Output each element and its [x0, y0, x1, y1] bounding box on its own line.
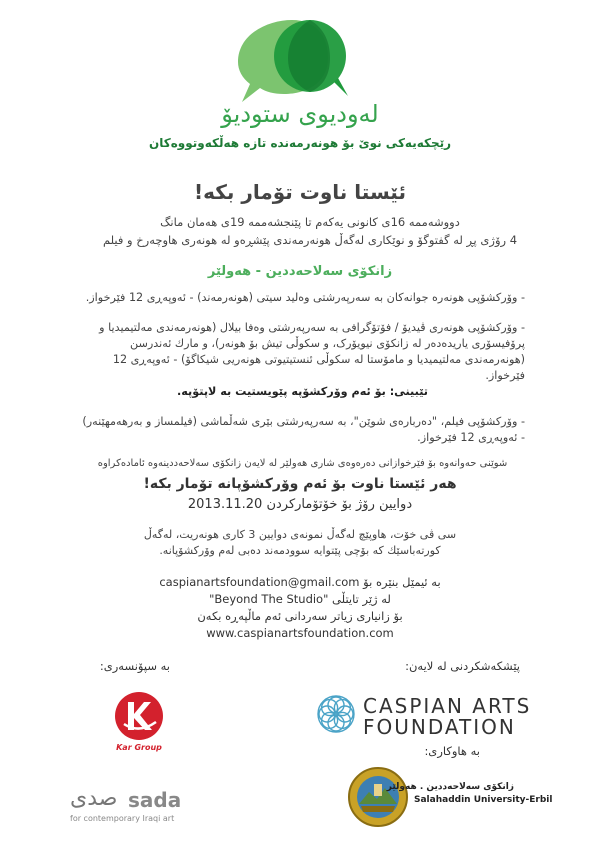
- contact-subject-line: لە ژێر تایتڵی "Beyond The Studio": [209, 592, 391, 606]
- caspian-name-line-1: CASPIAN ARTS: [363, 694, 532, 718]
- venue-label: زانکۆی سەلاحەددین - هەولێر: [207, 264, 393, 279]
- university-name-english: Salahaddin University-Erbil: [414, 795, 553, 805]
- laptop-note: تێبینی: بۆ ئەم وۆرکشۆپە پێویستیت بە لاپتۆپە.: [177, 385, 428, 398]
- sada-tagline: for contemporary Iraqi art: [70, 814, 175, 823]
- brand-title: لەودیوی ستودیۆ: [221, 100, 379, 128]
- contact-website-line[interactable]: بۆ زانیاری زیاتر سەردانی ئەم ماڵپەڕە بکەن www.caspianartsfoundation.com: [197, 609, 403, 640]
- workshop-video-photo: - وۆرکشۆپی هونەری ڤیدیۆ / فۆتۆگرافی بە سەرپەرشتی وەفا بیلال (هونەرمەندی مەلتیمیدیا و پرۆفیسۆری یاریدەدەر لە زانکۆی نیویۆرک، و سکوڵی تیش بۆ هونەر)، و مارك ئەندرسن (هونەرمەندی مەلتیمیدیا و مامۆستا لە سکوڵی ئنستیتیوتی هونەریی شیکاگۆ) - ئەوپەڕی 12 فێرخواز.: [99, 321, 525, 382]
- partnership-label: بە هاوکاری:: [424, 744, 480, 758]
- workshop-film: - وۆرکشۆپی فیلم، "دەربارەی شوێن"، بە سەرپەرشتی بێری شەڵماشی (فیلمساز و بەرهەمهێنەر) - ئەوپەڕی 12 فێرخواز.: [82, 415, 525, 444]
- workshop-fine-arts: - وۆرکشۆپی هونەرە جوانەکان بە سەرپەرشتی وەلید سیتی (هونەرمەند) - ئەوپەڕی 12 فێرخواز.: [85, 291, 525, 304]
- intro-line-description: 4 رۆژی پڕ لە گفتوگۆ و نوێکاری لەگەڵ هونەرمەندی پێشڕەو لە هونەری هاوچەرخ و فیلم: [102, 233, 518, 247]
- caspian-arts-logo: [316, 694, 546, 739]
- requirements-line-1: سی ڤی خۆت، هاوپێچ لەگەڵ نمونەی دوایین 3 کاری هونەریت، لەگەڵ: [143, 528, 457, 541]
- registration-deadline: دوایین رۆژ بۆ خۆتۆمارکردن 2013.11.20: [187, 497, 413, 512]
- application-requirements: [100, 527, 500, 559]
- intro-text: [60, 213, 560, 249]
- contact-email-line[interactable]: بە ئیمێل بنێرە بۆ caspianartsfoundation@gmail.com: [159, 575, 441, 589]
- sada-arabic-wordmark: صدى: [70, 786, 118, 811]
- flower-icon: [316, 694, 356, 734]
- kar-group-name: Kar Group: [116, 743, 162, 752]
- contact-info: [110, 574, 490, 642]
- caspian-name-line-2: FOUNDATION: [363, 715, 516, 739]
- university-seal-icon: [347, 766, 409, 828]
- sada-latin-wordmark: sada: [128, 788, 182, 812]
- workshop-list: [80, 290, 525, 472]
- sada-logo: [70, 786, 210, 826]
- brand-subtitle: رێچکەیەکی نوێ بۆ هونەرمەندە تازە هەڵکەوتووەکان: [148, 136, 452, 150]
- requirements-line-2: کورتەباسێك کە بۆچی پێتوایە سوودمەند دەبی لەم وۆرکشۆپانە.: [159, 544, 441, 557]
- registration-title: هەر ئێستا ناوت بۆ ئەم وۆرکشۆپانە تۆمار بکە!: [143, 476, 457, 492]
- sponsored-by-label: بە سپۆنسەری:: [99, 659, 170, 673]
- intro-line-dates: دووشەممە 16ی کانونی یەکەم تا پێنجشەممە 19ی هەمان مانگ: [160, 215, 460, 229]
- page-title: ئێستا ناوت تۆمار بکە!: [194, 180, 406, 204]
- presented-by-label: پێشکەشکردنی لە لایەن:: [405, 659, 520, 673]
- university-name-kurdish: زانكۆی سەلاحەددین . هەولێر: [386, 782, 514, 792]
- accommodation-note: شوێنی حەوانەوە بۆ فێرخوازانی دەرەوەی شاری هەولێر لە لایەن زانکۆی سەلاحەددینەوە ئامادەکراوە: [97, 458, 508, 469]
- speech-bubbles-logo: [230, 12, 360, 112]
